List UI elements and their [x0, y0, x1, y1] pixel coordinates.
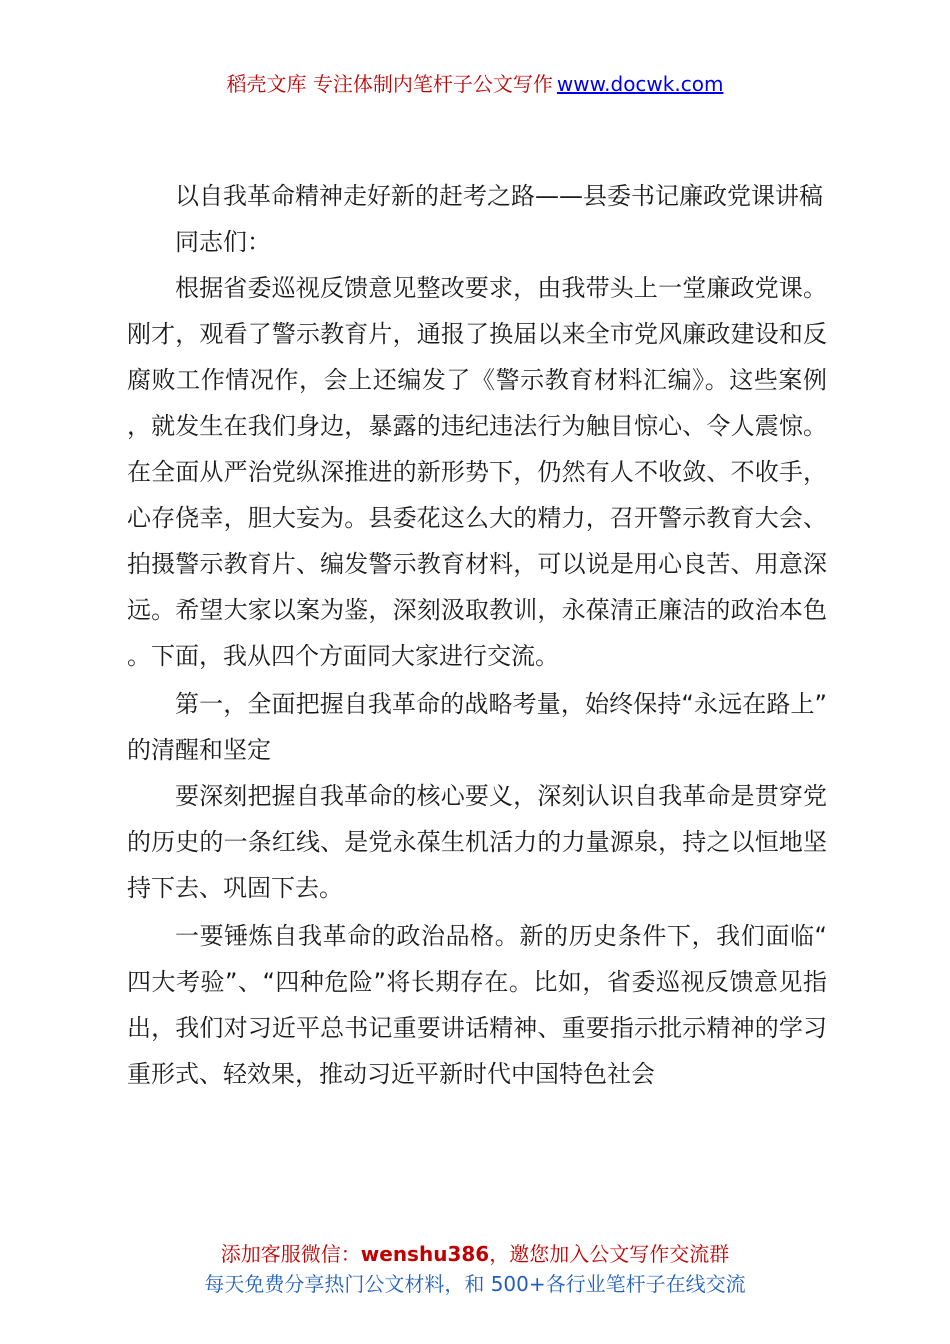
document-body [127, 173, 827, 1097]
paragraph-greeting: 同志们： [175, 228, 271, 256]
footer-contact-suffix: ，邀您加入公文写作交流群 [489, 1242, 730, 1266]
footer-contact [0, 1240, 950, 1268]
section-heading-1: 第一，全面把握自我革命的战略考量，始终保持“永远在路上”的清醒和坚定 [127, 690, 827, 764]
header-text: 稻壳文库 专注体制内笔杆子公文写作 [226, 72, 553, 96]
paragraph-intro: 根据省委巡视反馈意见整改要求，由我带头上一堂廉政党课。刚才，观看了警示教育片，通报了换届以来全市党风廉政建设和反腐败工作情况作，会上还编发了《警示教育材料汇编》。这些案例，就发生在我们身边，暴露的违纪违法行为触目惊心、令人震惊。在全面从严治党纵深推进的新形势下，仍然有人不收敛、不收手，心存侥幸，胆大妄为。县委花这么大的精力，召开警示教育大会、拍摄警示教育片、编发警示教育材料，可以说是用心良苦、用意深远。希望大家以案为鉴，深刻汲取教训，永葆清正廉洁的政治本色。下面，我从四个方面同大家进行交流。 [127, 274, 827, 670]
document-title: 以自我革命精神走好新的赶考之路——县委书记廉政党课讲稿 [175, 182, 823, 210]
wechat-id: wenshu386 [360, 1242, 490, 1266]
page-header [0, 70, 950, 98]
footer-tagline: 每天免费分享热门公文材料，和 500+各行业笔杆子在线交流 [204, 1272, 746, 1296]
footer-contact-prefix: 添加客服微信： [220, 1242, 361, 1266]
paragraph-point-1: 一要锤炼自我革命的政治品格。新的历史条件下，我们面临“四大考验”、“四种危险”将长期存在。比如，省委巡视反馈意见指出，我们对习近平总书记重要讲话精神、重要指示批示精神的学习重形式、轻效果，推动习近平新时代中国特色社会 [127, 922, 827, 1088]
paragraph-section-1: 要深刻把握自我革命的核心要义，深刻认识自我革命是贯穿党的历史的一条红线、是党永葆生机活力的力量源泉，持之以恒地坚持下去、巩固下去。 [127, 782, 827, 902]
site-link[interactable]: www.docwk.com [556, 72, 724, 96]
